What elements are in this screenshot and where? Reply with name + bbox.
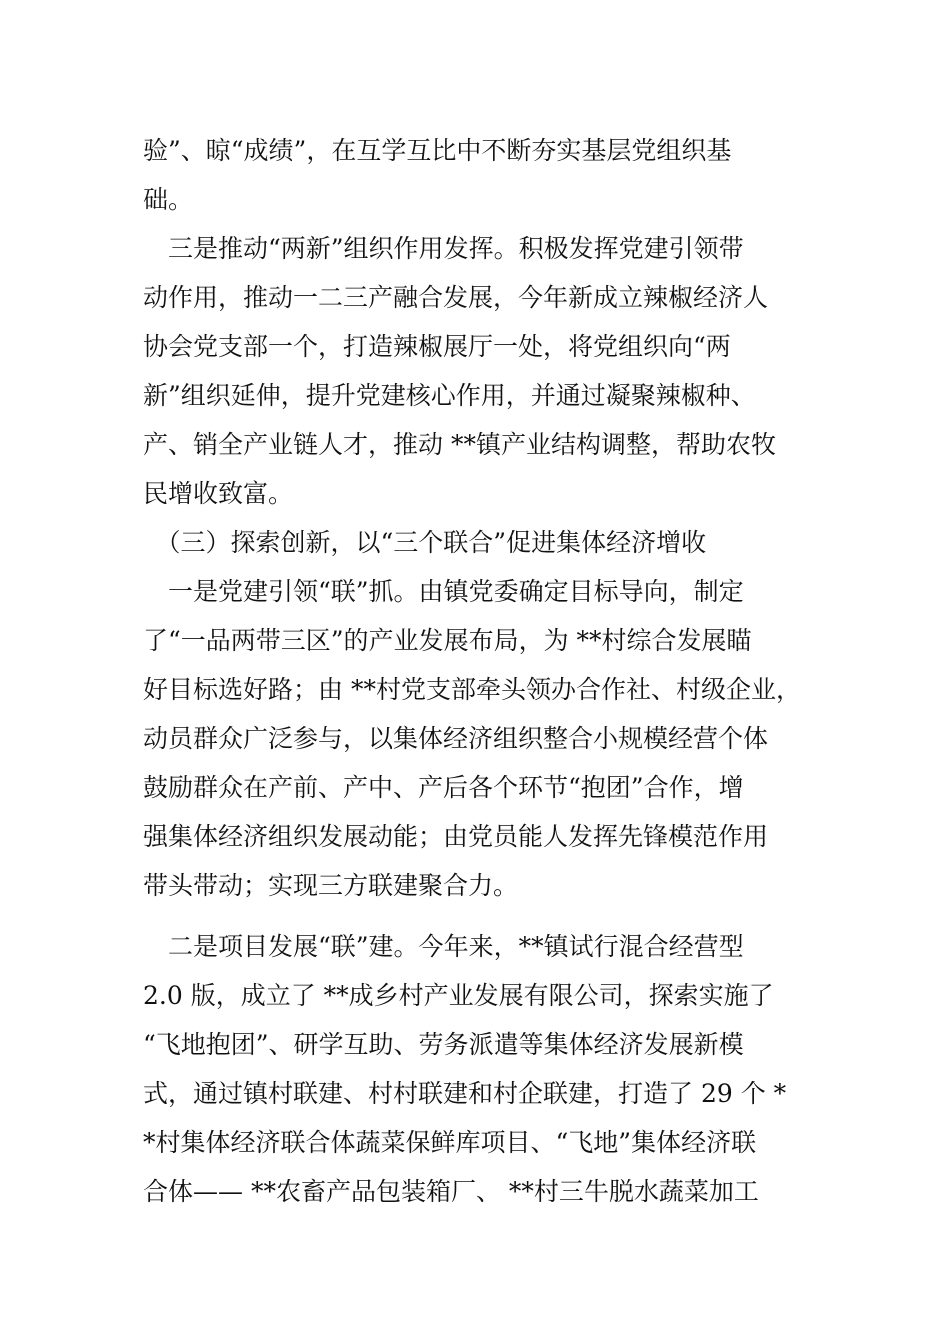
- text-line: 产、销全产业链人才，推动 **镇产业结构调整，帮助农牧: [143, 430, 776, 459]
- text-line: 新”组织延伸，提升党建核心作用，并通过凝聚辣椒种、: [143, 381, 756, 410]
- text-line: *村集体经济联合体蔬菜保鲜库项目、“飞地”集体经济联: [143, 1128, 757, 1157]
- text-line: 验”、晾“成绩”，在互学互比中不断夯实基层党组织基: [143, 136, 732, 165]
- text-line: 动员群众广泛参与，以集体经济组织整合小规模经营个体: [143, 724, 769, 753]
- text-line: 础。: [143, 185, 194, 214]
- text-line: 动作用，推动一二三产融合发展，今年新成立辣椒经济人: [143, 283, 769, 312]
- text-line: 好目标选好路；由 **村党支部牵头领办合作社、村级企业，: [143, 675, 801, 704]
- text-line: 了“一品两带三区”的产业发展布局，为 **村综合发展瞄: [143, 626, 752, 655]
- text-line: “飞地抱团”、研学互助、劳务派遣等集体经济发展新模: [143, 1030, 744, 1059]
- text-line: 二是项目发展“联”建。今年来，**镇试行混合经营型: [143, 932, 744, 961]
- text-line: 合体—— **农畜产品包装箱厂、 **村三牛脱水蔬菜加工: [143, 1177, 759, 1206]
- text-line: 民增收致富。: [143, 479, 294, 508]
- text-line: 协会党支部一个，打造辣椒展厅一处，将党组织向“两: [143, 332, 731, 361]
- section-heading: （三）探索创新，以“三个联合”促进集体经济增收: [143, 528, 707, 557]
- text-line: 2.0 版，成立了 **成乡村产业发展有限公司，探索实施了: [143, 981, 774, 1010]
- text-line: 带头带动；实现三方联建聚合力。: [143, 871, 519, 900]
- text-line: 鼓励群众在产前、产中、产后各个环节“抱团”合作，增: [143, 773, 744, 802]
- text-line: 一是党建引领“联”抓。由镇党委确定目标导向，制定: [143, 577, 744, 606]
- text-line: 强集体经济组织发展动能；由党员能人发挥先锋模范作用: [143, 822, 769, 851]
- text-line: 三是推动“两新”组织作用发挥。积极发挥党建引领带: [143, 234, 744, 263]
- text-line: 式，通过镇村联建、村村联建和村企联建，打造了 29 个 *: [143, 1079, 787, 1108]
